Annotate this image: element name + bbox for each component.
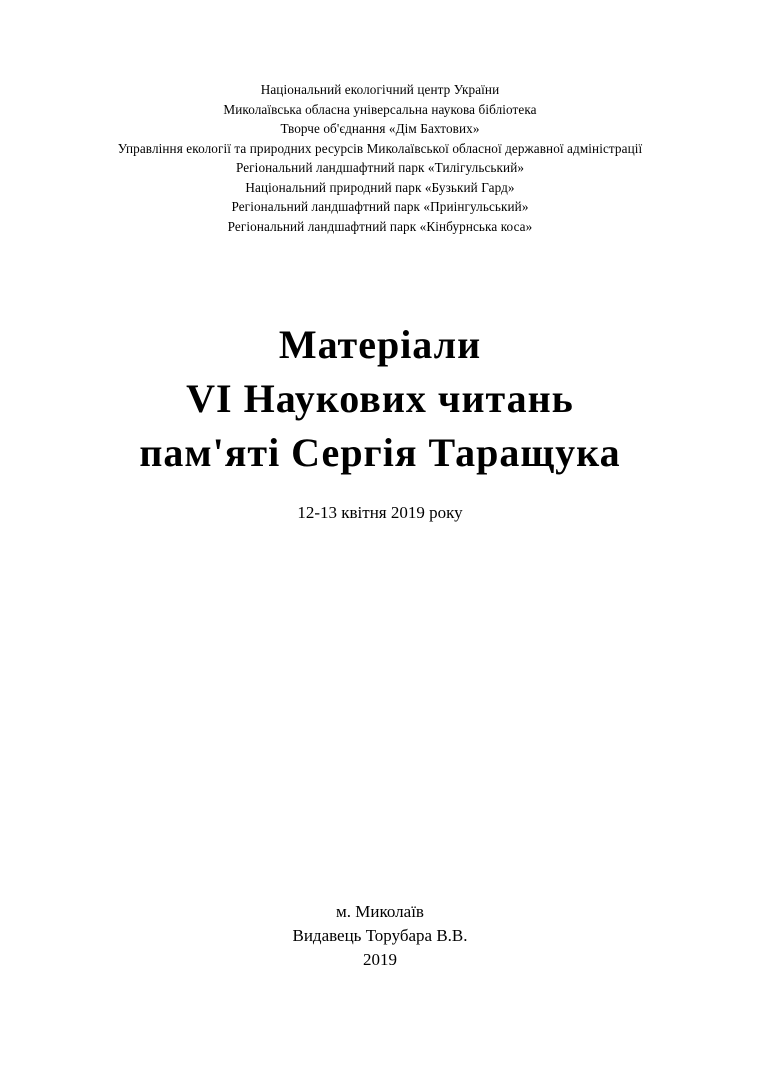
imprint-city: м. Миколаїв	[336, 902, 424, 921]
organisation-line: Регіональний ландшафтний парк «Тилігульський»	[235, 160, 525, 175]
organisation-line: Регіональний ландшафтний парк «Приінгульський»	[231, 199, 529, 214]
page-title-line-1: Матеріали	[278, 322, 482, 367]
page-title-line-3: пам'яті Сергія Таращука	[139, 430, 621, 475]
imprint-block	[0, 900, 760, 972]
organisations-block	[0, 80, 760, 236]
conference-dates: 12-13 квітня 2019 року	[297, 503, 463, 522]
imprint-publisher: Видавець Торубара В.В.	[292, 926, 468, 945]
organisation-line: Національний екологічний центр України	[260, 82, 500, 97]
organisation-line: Миколаївська обласна універсальна наукова бібліотека	[223, 101, 537, 117]
imprint-year: 2019	[363, 950, 397, 969]
page-title-line-2: VI Наукових читань	[186, 376, 574, 421]
organisation-line: Національний природний парк «Бузький Гард»	[245, 179, 515, 195]
organisation-line: Регіональний ландшафтний парк «Кінбурнська коса»	[227, 218, 533, 234]
organisation-line: Управління екології та природних ресурсів Миколаївської обласної державної адміністрації	[117, 140, 643, 156]
organisation-line: Творче об'єднання «Дім Бахтових»	[280, 121, 480, 136]
title-block	[0, 318, 760, 524]
